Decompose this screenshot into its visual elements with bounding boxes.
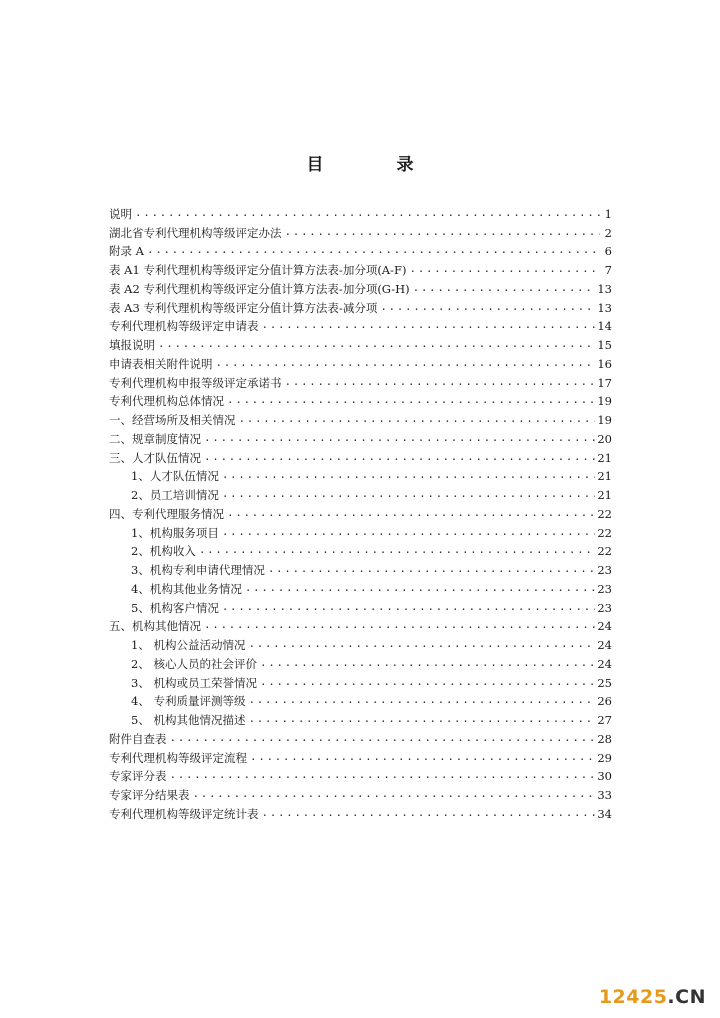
toc-entry-page-number: 23 xyxy=(597,581,612,596)
toc-entry[interactable] xyxy=(109,502,612,521)
toc-entry-page-number: 13 xyxy=(597,300,612,315)
toc-dot-leader xyxy=(248,638,595,652)
toc-entry-label: 专家评分结果表 xyxy=(109,788,190,802)
toc-entry-page-number: 17 xyxy=(597,375,612,390)
toc-entry-page-number: 21 xyxy=(597,488,612,502)
toc-dot-leader xyxy=(409,263,600,277)
page-title: 目 录 xyxy=(306,155,442,175)
toc-entry[interactable] xyxy=(109,352,612,371)
toc-entry-label: 二、规章制度情况 xyxy=(109,431,201,446)
toc-entry[interactable] xyxy=(109,427,612,446)
toc-entry-label: 填报说明 xyxy=(109,338,155,352)
toc-entry-page-number: 21 xyxy=(597,450,612,465)
toc-entry[interactable] xyxy=(109,633,612,652)
toc-dot-leader xyxy=(268,563,596,577)
toc-dot-leader xyxy=(222,601,596,615)
toc-entry[interactable] xyxy=(109,596,612,615)
toc-entry-page-number: 29 xyxy=(597,750,612,765)
toc-entry-label: 专利代理机构等级评定统计表 xyxy=(109,806,259,821)
toc-entry[interactable] xyxy=(109,652,612,671)
toc-entry-page-number: 22 xyxy=(597,544,612,559)
toc-dot-leader xyxy=(285,376,596,390)
toc-entry-label: 4、 专利质量评测等级 xyxy=(131,694,246,709)
toc-entry[interactable] xyxy=(109,708,612,727)
toc-entry-label: 附件自查表 xyxy=(109,731,167,746)
toc-entry-label: 专利代理机构总体情况 xyxy=(109,394,224,409)
toc-entry-label: 1、人才队伍情况 xyxy=(131,469,219,484)
toc-entry-page-number: 2 xyxy=(604,225,612,240)
toc-entry-label: 附录 A xyxy=(109,244,144,259)
toc-entry[interactable] xyxy=(109,558,612,577)
toc-dot-leader xyxy=(216,357,596,371)
toc-entry-label: 三、人才队伍情况 xyxy=(109,450,201,465)
toc-entry-page-number: 22 xyxy=(597,525,612,540)
toc-entry-label: 专家评分表 xyxy=(109,769,167,784)
toc-dot-leader xyxy=(380,301,595,315)
toc-dot-leader xyxy=(204,451,595,465)
toc-entry-page-number: 13 xyxy=(597,281,612,296)
toc-entry[interactable] xyxy=(109,296,612,315)
toc-entry[interactable] xyxy=(109,465,612,484)
toc-entry-label: 2、员工培训情况 xyxy=(131,488,219,502)
toc-entry[interactable] xyxy=(109,690,612,709)
toc-dot-leader xyxy=(147,244,600,258)
toc-entry-page-number: 15 xyxy=(597,338,612,352)
toc-entry-page-number: 30 xyxy=(597,769,612,784)
toc-entry[interactable] xyxy=(109,727,612,746)
toc-entry[interactable] xyxy=(109,540,612,559)
toc-entry[interactable] xyxy=(109,221,612,240)
site-watermark xyxy=(599,986,706,1008)
toc-entry-page-number: 33 xyxy=(597,788,612,802)
toc-entry[interactable] xyxy=(109,390,612,409)
toc-entry-page-number: 34 xyxy=(597,806,612,821)
toc-entry-label: 5、机构客户情况 xyxy=(131,600,219,615)
toc-dot-leader xyxy=(222,526,596,540)
toc-dot-leader xyxy=(260,676,595,690)
toc-dot-leader xyxy=(248,694,595,708)
toc-dot-leader xyxy=(193,788,596,802)
toc-entry[interactable] xyxy=(109,746,612,765)
toc-dot-leader xyxy=(262,319,596,333)
toc-entry-label: 申请表相关附件说明 xyxy=(109,356,213,371)
table-of-contents xyxy=(109,202,612,821)
toc-entry-page-number: 23 xyxy=(597,563,612,577)
toc-dot-leader xyxy=(250,751,595,765)
toc-entry-page-number: 28 xyxy=(597,731,612,746)
toc-entry-page-number: 7 xyxy=(604,263,612,277)
toc-entry-label: 一、经营场所及相关情况 xyxy=(109,413,236,427)
toc-entry-label: 5、 机构其他情况描述 xyxy=(131,713,246,727)
toc-entry-label: 专利代理机构等级评定申请表 xyxy=(109,319,259,334)
toc-dot-leader xyxy=(158,338,595,352)
toc-dot-leader xyxy=(204,619,595,633)
toc-entry-page-number: 24 xyxy=(597,619,612,634)
toc-dot-leader xyxy=(227,507,595,521)
toc-entry[interactable] xyxy=(109,446,612,465)
toc-entry-page-number: 6 xyxy=(604,244,612,259)
toc-entry-label: 专利代理机构申报等级评定承诺书 xyxy=(109,375,282,390)
toc-entry-page-number: 27 xyxy=(597,713,612,727)
toc-dot-leader xyxy=(413,282,596,296)
toc-dot-leader xyxy=(170,769,596,783)
watermark-suffix: .CN xyxy=(667,986,706,1008)
toc-entry[interactable] xyxy=(109,765,612,784)
toc-entry-page-number: 1 xyxy=(604,206,612,221)
toc-entry-page-number: 14 xyxy=(597,319,612,334)
toc-entry-label: 1、 机构公益活动情况 xyxy=(131,638,246,652)
toc-dot-leader xyxy=(239,413,596,427)
toc-entry-page-number: 19 xyxy=(597,394,612,409)
toc-entry-label: 2、机构收入 xyxy=(131,544,196,559)
toc-entry[interactable] xyxy=(109,202,612,221)
toc-entry-label: 3、 机构或员工荣誉情况 xyxy=(131,675,257,690)
toc-dot-leader xyxy=(262,807,596,821)
toc-dot-leader xyxy=(199,544,596,558)
toc-entry[interactable] xyxy=(109,615,612,634)
toc-entry-label: 表 A2 专利代理机构等级评定分值计算方法表-加分项(G-H) xyxy=(109,281,410,296)
toc-entry[interactable] xyxy=(109,483,612,502)
toc-dot-leader xyxy=(135,207,600,221)
toc-dot-leader xyxy=(245,582,596,596)
toc-entry-page-number: 24 xyxy=(597,656,612,671)
toc-entry-label: 专利代理机构等级评定流程 xyxy=(109,750,247,765)
toc-entry[interactable] xyxy=(109,521,612,540)
toc-entry-page-number: 20 xyxy=(597,431,612,446)
toc-entry[interactable] xyxy=(109,802,612,821)
toc-entry-label: 说明 xyxy=(109,206,132,221)
toc-entry-label: 1、机构服务项目 xyxy=(131,525,219,540)
toc-entry-label: 五、机构其他情况 xyxy=(109,619,201,634)
toc-entry-page-number: 22 xyxy=(597,506,612,521)
toc-dot-leader xyxy=(227,394,595,408)
watermark-main: 12425 xyxy=(598,986,668,1008)
toc-entry-label: 表 A3 专利代理机构等级评定分值计算方法表-减分项 xyxy=(109,300,378,315)
toc-entry[interactable] xyxy=(109,315,612,334)
toc-entry[interactable] xyxy=(109,408,612,427)
toc-entry-label: 湖北省专利代理机构等级评定办法 xyxy=(109,225,282,240)
toc-entry[interactable] xyxy=(109,258,612,277)
toc-dot-leader xyxy=(285,226,601,240)
toc-entry[interactable] xyxy=(109,783,612,802)
toc-entry[interactable] xyxy=(109,277,612,296)
toc-entry[interactable] xyxy=(109,240,612,259)
toc-entry-page-number: 24 xyxy=(597,638,612,652)
toc-entry[interactable] xyxy=(109,671,612,690)
toc-entry-label: 4、机构其他业务情况 xyxy=(131,581,242,596)
toc-entry-label: 表 A1 专利代理机构等级评定分值计算方法表-加分项(A-F) xyxy=(109,263,407,277)
toc-entry-label: 2、 核心人员的社会评价 xyxy=(131,656,257,671)
toc-dot-leader xyxy=(222,469,596,483)
toc-entry[interactable] xyxy=(109,371,612,390)
toc-entry-page-number: 25 xyxy=(597,675,612,690)
toc-entry[interactable] xyxy=(109,333,612,352)
toc-dot-leader xyxy=(170,732,596,746)
toc-entry-page-number: 16 xyxy=(597,356,612,371)
toc-entry-label: 3、机构专利申请代理情况 xyxy=(131,563,265,577)
toc-dot-leader xyxy=(248,713,595,727)
toc-entry-page-number: 19 xyxy=(597,413,612,427)
toc-dot-leader xyxy=(222,488,596,502)
toc-dot-leader xyxy=(204,432,595,446)
toc-dot-leader xyxy=(260,657,595,671)
toc-entry-label: 四、专利代理服务情况 xyxy=(109,506,224,521)
toc-entry[interactable] xyxy=(109,577,612,596)
toc-entry-page-number: 21 xyxy=(597,469,612,484)
toc-entry-page-number: 26 xyxy=(597,694,612,709)
toc-entry-page-number: 23 xyxy=(597,600,612,615)
